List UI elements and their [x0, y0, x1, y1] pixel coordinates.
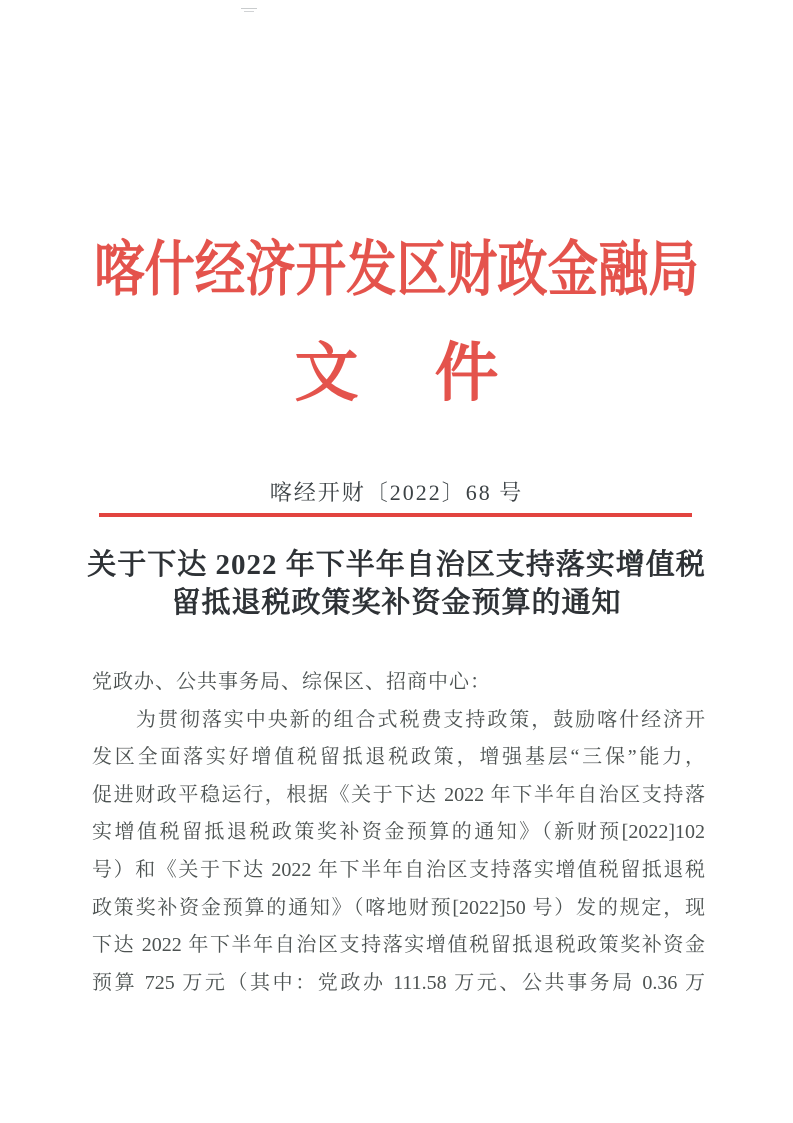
document-title	[0, 546, 793, 622]
document-title-line1: 关于下达 2022 年下半年自治区支持落实增值税	[87, 549, 706, 581]
body-text-line: 发区全面落实好增值税留抵退税政策，增强基层“三保”能力，	[92, 746, 705, 769]
body-text-line: 预算 725 万元（其中：党政办 111.58 万元、公共事务局 0.36 万	[92, 971, 705, 994]
document-title-line2: 留抵退税政策奖补资金预算的通知	[171, 587, 622, 619]
body-text-line: 号）和《关于下达 2022 年下半年自治区支持落实增值税留抵退税	[92, 858, 705, 881]
body-salutation: 党政办、公共事务局、综保区、招商中心：	[92, 671, 491, 693]
letterhead-divider-rule	[99, 513, 692, 517]
letterhead-org-name: 喀什经济开发区财政金融局	[94, 237, 699, 303]
letterhead-doc-type	[0, 338, 793, 410]
body-text-line: 为贯彻落实中央新的组合式税费支持政策，鼓励喀什经济开	[92, 708, 705, 731]
doc-type-char-jian: 件	[434, 338, 499, 409]
body-text-line: 下达 2022 年下半年自治区支持落实增值税留抵退税政策奖补资金	[92, 934, 705, 957]
body-text-line: 促进财政平稳运行，根据《关于下达 2022 年下半年自治区支持落	[92, 783, 705, 806]
body-text-line: 实增值税留抵退税政策奖补资金预算的通知》（新财预[2022]102	[92, 821, 705, 844]
document-body	[92, 664, 705, 1002]
doc-type-char-wen: 文	[294, 338, 359, 409]
body-text-line: 政策奖补资金预算的通知》（喀地财预[2022]50 号）发的规定，现	[92, 896, 705, 919]
document-reference-number: 喀经开财〔2022〕68 号	[269, 480, 524, 505]
scan-smudge	[241, 7, 257, 13]
